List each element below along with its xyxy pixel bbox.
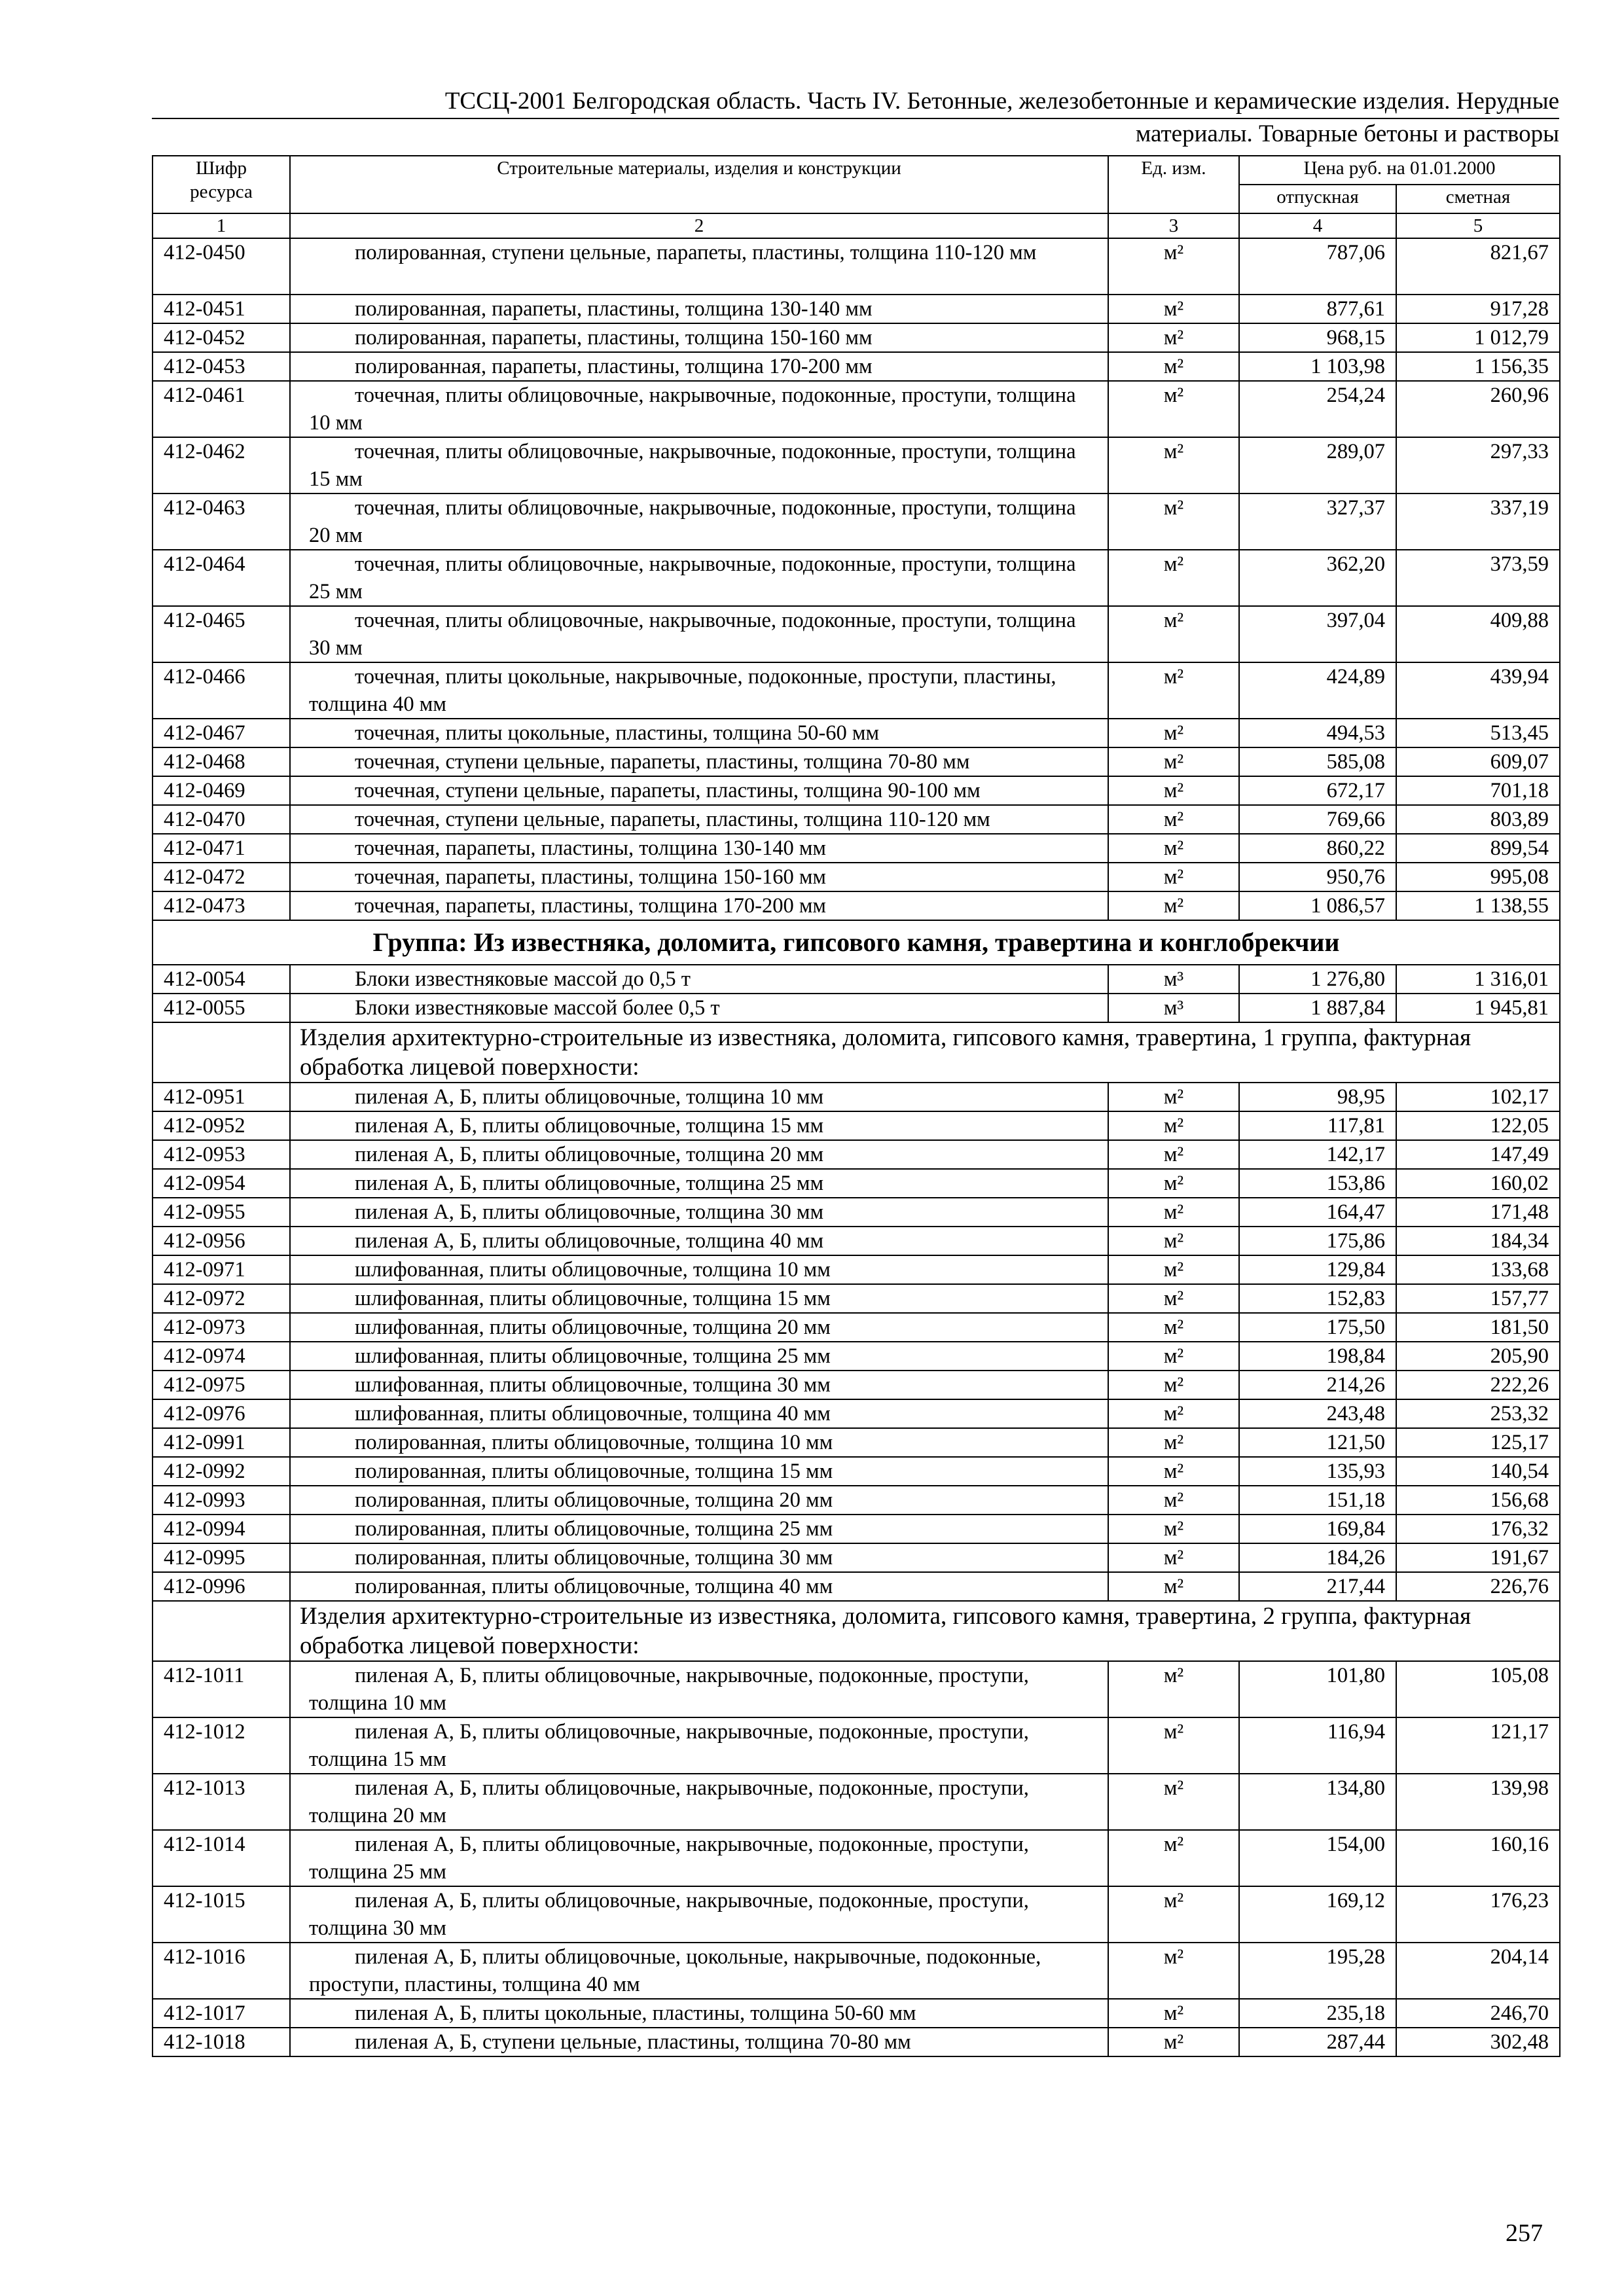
material-description: полированная, плиты облицовочные, толщина 20 мм (290, 1486, 1108, 1515)
unit-of-measure: м² (1108, 323, 1239, 352)
material-description: полированная, парапеты, пластины, толщина 150-160 мм (290, 323, 1108, 352)
release-price: 950,76 (1239, 863, 1396, 891)
release-price: 175,86 (1239, 1227, 1396, 1255)
material-description: полированная, плиты облицовочные, толщина 10 мм (290, 1428, 1108, 1457)
material-description: точечная, плиты цокольные, накрывочные, подоконные, проступи, пластины, толщина 40 мм (290, 662, 1108, 719)
column-number: 2 (290, 213, 1108, 238)
material-description: точечная, плиты облицовочные, накрывочные, подоконные, проступи, толщина 25 мм (290, 550, 1108, 606)
release-price: 397,04 (1239, 606, 1396, 662)
estimate-price: 176,32 (1396, 1515, 1560, 1543)
column-number: 3 (1108, 213, 1239, 238)
release-price: 129,84 (1239, 1255, 1396, 1284)
estimate-price: 121,17 (1396, 1717, 1560, 1774)
table-row (153, 606, 1560, 662)
table-header-row (153, 156, 1560, 185)
resource-code: 412-0995 (153, 1543, 290, 1572)
unit-of-measure: м² (1108, 834, 1239, 863)
material-description: полированная, плиты облицовочные, толщина 30 мм (290, 1543, 1108, 1572)
estimate-price: 917,28 (1396, 295, 1560, 323)
empty-cell (153, 1022, 290, 1083)
table-row (153, 1371, 1560, 1399)
estimate-price: 222,26 (1396, 1371, 1560, 1399)
estimate-price: 1 138,55 (1396, 891, 1560, 920)
unit-of-measure: м² (1108, 1717, 1239, 1774)
unit-of-measure: м² (1108, 1140, 1239, 1169)
release-price: 121,50 (1239, 1428, 1396, 1457)
release-price: 1 887,84 (1239, 994, 1396, 1022)
estimate-price: 373,59 (1396, 550, 1560, 606)
table-row (153, 662, 1560, 719)
table-row (153, 323, 1560, 352)
estimate-price: 205,90 (1396, 1342, 1560, 1371)
release-price: 135,93 (1239, 1457, 1396, 1486)
resource-code: 412-0974 (153, 1342, 290, 1371)
table-row (153, 1169, 1560, 1198)
release-price: 217,44 (1239, 1572, 1396, 1601)
material-description: точечная, ступени цельные, парапеты, пластины, толщина 70-80 мм (290, 747, 1108, 776)
unit-of-measure: м² (1108, 1313, 1239, 1342)
release-price: 134,80 (1239, 1774, 1396, 1830)
material-description: точечная, плиты облицовочные, накрывочные, подоконные, проступи, толщина 30 мм (290, 606, 1108, 662)
unit-of-measure: м² (1108, 1111, 1239, 1140)
table-row (153, 994, 1560, 1022)
table-row (153, 834, 1560, 863)
table-row (153, 1198, 1560, 1227)
material-description: полированная, парапеты, пластины, толщина 130-140 мм (290, 295, 1108, 323)
unit-of-measure: м² (1108, 1572, 1239, 1601)
table-row (153, 1717, 1560, 1774)
estimate-price: 246,70 (1396, 1999, 1560, 2028)
unit-of-measure: м² (1108, 1284, 1239, 1313)
unit-of-measure: м² (1108, 493, 1239, 550)
estimate-price: 171,48 (1396, 1198, 1560, 1227)
table-row (153, 863, 1560, 891)
table-row (153, 1284, 1560, 1313)
material-description: полированная, парапеты, пластины, толщина 170-200 мм (290, 352, 1108, 381)
release-price: 214,26 (1239, 1371, 1396, 1399)
release-price: 154,00 (1239, 1830, 1396, 1886)
material-description: пиленая А, Б, плиты облицовочные, накрывочные, подоконные, проступи, толщина 25 мм (290, 1830, 1108, 1886)
material-description: точечная, парапеты, пластины, толщина 130-140 мм (290, 834, 1108, 863)
resource-code: 412-1018 (153, 2028, 290, 2056)
resource-code: 412-0462 (153, 437, 290, 493)
estimate-price: 105,08 (1396, 1661, 1560, 1717)
column-header-name: Строительные материалы, изделия и конструкции (290, 156, 1108, 213)
resource-code: 412-0952 (153, 1111, 290, 1140)
material-description: пиленая А, Б, ступени цельные, пластины, толщина 70-80 мм (290, 2028, 1108, 2056)
column-number: 5 (1396, 213, 1560, 238)
resource-code: 412-0473 (153, 891, 290, 920)
column-header-price: Цена руб. на 01.01.2000 (1239, 156, 1560, 185)
release-price: 362,20 (1239, 550, 1396, 606)
unit-of-measure: м² (1108, 1428, 1239, 1457)
unit-of-measure: м² (1108, 1830, 1239, 1886)
unit-of-measure: м² (1108, 550, 1239, 606)
release-price: 968,15 (1239, 323, 1396, 352)
release-price: 424,89 (1239, 662, 1396, 719)
material-description: пиленая А, Б, плиты цокольные, пластины, толщина 50-60 мм (290, 1999, 1108, 2028)
unit-of-measure: м² (1108, 1886, 1239, 1943)
table-row (153, 719, 1560, 747)
release-price: 101,80 (1239, 1661, 1396, 1717)
resource-code: 412-1015 (153, 1886, 290, 1943)
subgroup-heading-row (153, 1022, 1560, 1083)
estimate-price: 1 945,81 (1396, 994, 1560, 1022)
material-description: пиленая А, Б, плиты облицовочные, толщина 30 мм (290, 1198, 1108, 1227)
estimate-price: 409,88 (1396, 606, 1560, 662)
estimate-price: 191,67 (1396, 1543, 1560, 1572)
release-price: 117,81 (1239, 1111, 1396, 1140)
table-row (153, 1313, 1560, 1342)
unit-of-measure: м² (1108, 1371, 1239, 1399)
unit-of-measure: м² (1108, 238, 1239, 295)
table-row (153, 747, 1560, 776)
estimate-price: 609,07 (1396, 747, 1560, 776)
unit-of-measure: м² (1108, 381, 1239, 437)
unit-of-measure: м² (1108, 1083, 1239, 1111)
estimate-price: 1 156,35 (1396, 352, 1560, 381)
estimate-price: 122,05 (1396, 1111, 1560, 1140)
release-price: 152,83 (1239, 1284, 1396, 1313)
unit-of-measure: м² (1108, 1543, 1239, 1572)
material-description: шлифованная, плиты облицовочные, толщина 40 мм (290, 1399, 1108, 1428)
estimate-price: 701,18 (1396, 776, 1560, 805)
unit-of-measure: м² (1108, 1169, 1239, 1198)
unit-of-measure: м² (1108, 1399, 1239, 1428)
release-price: 198,84 (1239, 1342, 1396, 1371)
unit-of-measure: м² (1108, 776, 1239, 805)
resource-code: 412-0467 (153, 719, 290, 747)
release-price: 169,12 (1239, 1886, 1396, 1943)
unit-of-measure: м² (1108, 1457, 1239, 1486)
table-row (153, 295, 1560, 323)
unit-of-measure: м² (1108, 891, 1239, 920)
unit-of-measure: м² (1108, 1774, 1239, 1830)
material-description: пиленая А, Б, плиты облицовочные, накрывочные, подоконные, проступи, толщина 30 мм (290, 1886, 1108, 1943)
resource-code: 412-1012 (153, 1717, 290, 1774)
unit-of-measure: м² (1108, 662, 1239, 719)
resource-code: 412-0468 (153, 747, 290, 776)
material-description: полированная, плиты облицовочные, толщина 15 мм (290, 1457, 1108, 1486)
table-row (153, 437, 1560, 493)
estimate-price: 157,77 (1396, 1284, 1560, 1313)
table-row (153, 1227, 1560, 1255)
material-description: пиленая А, Б, плиты облицовочные, цокольные, накрывочные, подоконные, проступи, пластины, толщина 40 мм (290, 1943, 1108, 1999)
release-price: 1 103,98 (1239, 352, 1396, 381)
resource-code: 412-1011 (153, 1661, 290, 1717)
resource-code: 412-1016 (153, 1943, 290, 1999)
resource-code: 412-0992 (153, 1457, 290, 1486)
release-price: 860,22 (1239, 834, 1396, 863)
material-description: точечная, плиты облицовочные, накрывочные, подоконные, проступи, толщина 15 мм (290, 437, 1108, 493)
unit-of-measure: м² (1108, 719, 1239, 747)
unit-of-measure: м² (1108, 1227, 1239, 1255)
estimate-price: 302,48 (1396, 2028, 1560, 2056)
table-row (153, 1457, 1560, 1486)
estimate-price: 899,54 (1396, 834, 1560, 863)
material-description: Блоки известняковые массой до 0,5 т (290, 965, 1108, 994)
release-price: 1 276,80 (1239, 965, 1396, 994)
estimate-price: 439,94 (1396, 662, 1560, 719)
release-price: 116,94 (1239, 1717, 1396, 1774)
estimate-price: 160,02 (1396, 1169, 1560, 1198)
estimate-price: 204,14 (1396, 1943, 1560, 1999)
material-description: пиленая А, Б, плиты облицовочные, толщина 25 мм (290, 1169, 1108, 1198)
resource-code: 412-0471 (153, 834, 290, 863)
resource-code: 412-0463 (153, 493, 290, 550)
estimate-price: 184,34 (1396, 1227, 1560, 1255)
table-row (153, 238, 1560, 295)
release-price: 672,17 (1239, 776, 1396, 805)
release-price: 195,28 (1239, 1943, 1396, 1999)
subgroup-title: Изделия архитектурно-строительные из известняка, доломита, гипсового камня, травертина, 2 группа, фактурная обработка лицевой поверхности: (290, 1601, 1560, 1661)
group-heading-row (153, 920, 1560, 965)
resource-code: 412-0996 (153, 1572, 290, 1601)
release-price: 175,50 (1239, 1313, 1396, 1342)
table-row (153, 2028, 1560, 2056)
subgroup-title: Изделия архитектурно-строительные из известняка, доломита, гипсового камня, травертина, 1 группа, фактурная обработка лицевой поверхности: (290, 1022, 1560, 1083)
table-row (153, 1486, 1560, 1515)
table-row (153, 891, 1560, 920)
release-price: 585,08 (1239, 747, 1396, 776)
column-number: 4 (1239, 213, 1396, 238)
page-header (152, 86, 1559, 149)
table-row (153, 493, 1560, 550)
unit-of-measure: м² (1108, 1486, 1239, 1515)
table-row (153, 1774, 1560, 1830)
table-row (153, 1572, 1560, 1601)
unit-of-measure: м² (1108, 1342, 1239, 1371)
release-price: 494,53 (1239, 719, 1396, 747)
estimate-price: 156,68 (1396, 1486, 1560, 1515)
resource-code: 412-0956 (153, 1227, 290, 1255)
estimate-price: 1 012,79 (1396, 323, 1560, 352)
unit-of-measure: м² (1108, 863, 1239, 891)
estimate-price: 176,23 (1396, 1886, 1560, 1943)
material-description: шлифованная, плиты облицовочные, толщина 20 мм (290, 1313, 1108, 1342)
table-row (153, 381, 1560, 437)
unit-of-measure: м² (1108, 747, 1239, 776)
estimate-price: 297,33 (1396, 437, 1560, 493)
resource-code: 412-0955 (153, 1198, 290, 1227)
estimate-price: 140,54 (1396, 1457, 1560, 1486)
column-header-estimate-price: сметная (1396, 185, 1560, 213)
unit-of-measure: м² (1108, 805, 1239, 834)
release-price: 877,61 (1239, 295, 1396, 323)
page-number: 257 (1506, 2219, 1543, 2247)
table-row (153, 1083, 1560, 1111)
resource-code: 412-0951 (153, 1083, 290, 1111)
material-description: пиленая А, Б, плиты облицовочные, толщина 40 мм (290, 1227, 1108, 1255)
resource-code: 412-0470 (153, 805, 290, 834)
table-row (153, 1543, 1560, 1572)
material-description: пиленая А, Б, плиты облицовочные, накрывочные, подоконные, проступи, толщина 20 мм (290, 1774, 1108, 1830)
column-number-row (153, 213, 1560, 238)
table-row (153, 776, 1560, 805)
resource-code: 412-0971 (153, 1255, 290, 1284)
resource-code: 412-0991 (153, 1428, 290, 1457)
group-title: Группа: Из известняка, доломита, гипсового камня, травертина и конглобрекчии (153, 920, 1560, 965)
resource-code: 412-0994 (153, 1515, 290, 1543)
resource-code: 412-0469 (153, 776, 290, 805)
release-price: 243,48 (1239, 1399, 1396, 1428)
unit-of-measure: м² (1108, 1198, 1239, 1227)
table-row (153, 1886, 1560, 1943)
material-description: пиленая А, Б, плиты облицовочные, толщина 15 мм (290, 1111, 1108, 1140)
estimate-price: 995,08 (1396, 863, 1560, 891)
estimate-price: 821,67 (1396, 238, 1560, 295)
release-price: 327,37 (1239, 493, 1396, 550)
table-row (153, 1830, 1560, 1886)
material-description: пиленая А, Б, плиты облицовочные, накрывочные, подоконные, проступи, толщина 15 мм (290, 1717, 1108, 1774)
table-row (153, 1255, 1560, 1284)
estimate-price: 125,17 (1396, 1428, 1560, 1457)
material-description: полированная, ступени цельные, парапеты, пластины, толщина 110-120 мм (290, 238, 1108, 295)
release-price: 787,06 (1239, 238, 1396, 295)
material-description: полированная, плиты облицовочные, толщина 40 мм (290, 1572, 1108, 1601)
resource-code: 412-0450 (153, 238, 290, 295)
table-row (153, 352, 1560, 381)
material-description: точечная, плиты облицовочные, накрывочные, подоконные, проступи, толщина 20 мм (290, 493, 1108, 550)
material-description: Блоки известняковые массой более 0,5 т (290, 994, 1108, 1022)
release-price: 142,17 (1239, 1140, 1396, 1169)
estimate-price: 513,45 (1396, 719, 1560, 747)
price-table (152, 155, 1561, 2057)
estimate-price: 139,98 (1396, 1774, 1560, 1830)
release-price: 164,47 (1239, 1198, 1396, 1227)
unit-of-measure: м² (1108, 1515, 1239, 1543)
unit-of-measure: м² (1108, 1661, 1239, 1717)
column-header-release-price: отпускная (1239, 185, 1396, 213)
material-description: точечная, ступени цельные, парапеты, пластины, толщина 110-120 мм (290, 805, 1108, 834)
resource-code: 412-0466 (153, 662, 290, 719)
header-line-2: материалы. Товарные бетоны и растворы (1135, 120, 1559, 147)
resource-code: 412-0055 (153, 994, 290, 1022)
estimate-price: 133,68 (1396, 1255, 1560, 1284)
table-row (153, 1943, 1560, 1999)
resource-code: 412-0452 (153, 323, 290, 352)
resource-code: 412-0976 (153, 1399, 290, 1428)
material-description: точечная, плиты облицовочные, накрывочные, подоконные, проступи, толщина 10 мм (290, 381, 1108, 437)
release-price: 1 086,57 (1239, 891, 1396, 920)
material-description: точечная, парапеты, пластины, толщина 150-160 мм (290, 863, 1108, 891)
resource-code: 412-1013 (153, 1774, 290, 1830)
release-price: 169,84 (1239, 1515, 1396, 1543)
release-price: 153,86 (1239, 1169, 1396, 1198)
unit-of-measure: м² (1108, 437, 1239, 493)
resource-code: 412-0973 (153, 1313, 290, 1342)
table-row (153, 1661, 1560, 1717)
material-description: шлифованная, плиты облицовочные, толщина 30 мм (290, 1371, 1108, 1399)
table-row (153, 1515, 1560, 1543)
subgroup-heading-row (153, 1601, 1560, 1661)
estimate-price: 226,76 (1396, 1572, 1560, 1601)
resource-code: 412-0465 (153, 606, 290, 662)
unit-of-measure: м² (1108, 1999, 1239, 2028)
estimate-price: 160,16 (1396, 1830, 1560, 1886)
resource-code: 412-0993 (153, 1486, 290, 1515)
estimate-price: 253,32 (1396, 1399, 1560, 1428)
resource-code: 412-0054 (153, 965, 290, 994)
resource-code: 412-1014 (153, 1830, 290, 1886)
resource-code: 412-0954 (153, 1169, 290, 1198)
resource-code: 412-0953 (153, 1140, 290, 1169)
resource-code: 412-0472 (153, 863, 290, 891)
table-row (153, 1140, 1560, 1169)
unit-of-measure: м² (1108, 606, 1239, 662)
column-header-unit: Ед. изм. (1108, 156, 1239, 213)
estimate-price: 337,19 (1396, 493, 1560, 550)
resource-code: 412-0975 (153, 1371, 290, 1399)
resource-code: 412-0461 (153, 381, 290, 437)
column-number: 1 (153, 213, 290, 238)
table-row (153, 550, 1560, 606)
header-line-1: ТССЦ-2001 Белгородская область. Часть IV. Бетонные, железобетонные и керамические изделия. Нерудные (152, 86, 1559, 119)
resource-code: 412-1017 (153, 1999, 290, 2028)
material-description: пиленая А, Б, плиты облицовочные, толщина 20 мм (290, 1140, 1108, 1169)
material-description: шлифованная, плиты облицовочные, толщина 15 мм (290, 1284, 1108, 1313)
material-description: шлифованная, плиты облицовочные, толщина 25 мм (290, 1342, 1108, 1371)
material-description: точечная, ступени цельные, парапеты, пластины, толщина 90-100 мм (290, 776, 1108, 805)
unit-of-measure: м² (1108, 1255, 1239, 1284)
material-description: пиленая А, Б, плиты облицовочные, накрывочные, подоконные, проступи, толщина 10 мм (290, 1661, 1108, 1717)
estimate-price: 147,49 (1396, 1140, 1560, 1169)
resource-code: 412-0464 (153, 550, 290, 606)
estimate-price: 260,96 (1396, 381, 1560, 437)
release-price: 289,07 (1239, 437, 1396, 493)
resource-code: 412-0453 (153, 352, 290, 381)
table-row (153, 1399, 1560, 1428)
table-row (153, 805, 1560, 834)
material-description: точечная, плиты цокольные, пластины, толщина 50-60 мм (290, 719, 1108, 747)
empty-cell (153, 1601, 290, 1661)
unit-of-measure: м² (1108, 295, 1239, 323)
unit-of-measure: м² (1108, 352, 1239, 381)
table-row (153, 1342, 1560, 1371)
material-description: точечная, парапеты, пластины, толщина 170-200 мм (290, 891, 1108, 920)
estimate-price: 102,17 (1396, 1083, 1560, 1111)
resource-code: 412-0972 (153, 1284, 290, 1313)
table-row (153, 1111, 1560, 1140)
unit-of-measure: м² (1108, 2028, 1239, 2056)
material-description: пиленая А, Б, плиты облицовочные, толщина 10 мм (290, 1083, 1108, 1111)
material-description: шлифованная, плиты облицовочные, толщина 10 мм (290, 1255, 1108, 1284)
unit-of-measure: м² (1108, 1943, 1239, 1999)
unit-of-measure: м³ (1108, 994, 1239, 1022)
table-row (153, 1999, 1560, 2028)
release-price: 254,24 (1239, 381, 1396, 437)
resource-code: 412-0451 (153, 295, 290, 323)
release-price: 769,66 (1239, 805, 1396, 834)
estimate-price: 181,50 (1396, 1313, 1560, 1342)
release-price: 184,26 (1239, 1543, 1396, 1572)
release-price: 235,18 (1239, 1999, 1396, 2028)
table-row (153, 1428, 1560, 1457)
material-description: полированная, плиты облицовочные, толщина 25 мм (290, 1515, 1108, 1543)
release-price: 287,44 (1239, 2028, 1396, 2056)
estimate-price: 803,89 (1396, 805, 1560, 834)
release-price: 151,18 (1239, 1486, 1396, 1515)
release-price: 98,95 (1239, 1083, 1396, 1111)
estimate-price: 1 316,01 (1396, 965, 1560, 994)
unit-of-measure: м³ (1108, 965, 1239, 994)
table-row (153, 965, 1560, 994)
column-header-code: Шифр ресурса (153, 156, 290, 213)
